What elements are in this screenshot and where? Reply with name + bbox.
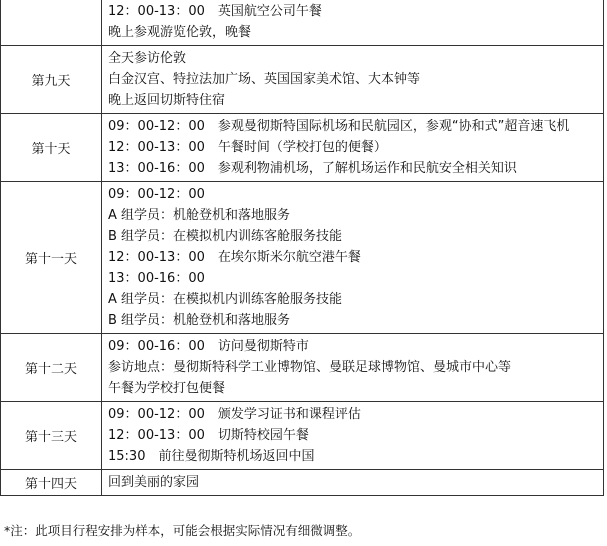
day-content [102,334,604,402]
schedule-line: 回到美丽的家园 [108,475,200,490]
schedule-line: 15:30 前往曼彻斯特机场返回中国 [108,449,315,464]
schedule-line: 晚上参观游览伦敦，晚餐 [108,25,252,40]
schedule-line: 12：00-13：00 切斯特校园午餐 [108,428,309,443]
schedule-line: A 组学员：机舱登机和落地服务 [108,208,291,223]
schedule-line: 13：00-16：00 [108,271,205,286]
table-row [1,46,604,114]
footnote: *注：此项目行程安排为样本，可能会根据实际情况有细微调整。 [4,523,361,538]
schedule-line: 白金汉宫、特拉法加广场、英国国家美术馆、大本钟等 [108,72,421,87]
schedule-line: 09：00-12：00 颁发学习证书和课程评估 [108,407,361,422]
table-row [1,0,604,46]
day-content [102,182,604,334]
day-label: 第十二天 [1,334,102,402]
schedule-line: 全天参访伦敦 [108,51,187,66]
table-row [1,470,604,496]
day-label [1,0,102,46]
schedule-line: 晚上返回切斯特住宿 [108,93,226,108]
day-label: 第十天 [1,114,102,182]
table-row [1,334,604,402]
schedule-line: 09：00-12：00 参观曼彻斯特国际机场和民航园区，参观“协和式”超音速飞机 [108,119,570,134]
table-row [1,402,604,470]
schedule-line: 09：00-16：00 访问曼彻斯特市 [108,339,309,354]
day-content [102,470,604,496]
schedule-line: B 组学员：在模拟机内训练客舱服务技能 [108,229,343,244]
schedule-line: B 组学员：机舱登机和落地服务 [108,313,291,328]
day-label: 第十一天 [1,182,102,334]
schedule-line: 12：00-13：00 在埃尔斯米尔航空港午餐 [108,250,361,265]
schedule-line: 12：00-13：00 午餐时间（学校打包的便餐） [108,140,387,155]
day-content [102,46,604,114]
schedule-line: 13：00-16：00 参观利物浦机场，了解机场运作和民航安全相关知识 [108,161,517,176]
day-content [102,0,604,46]
day-label: 第十三天 [1,402,102,470]
schedule-line: 09：00-12：00 [108,187,205,202]
day-content [102,402,604,470]
schedule-line: 午餐为学校打包便餐 [108,381,226,396]
schedule-line: 12：00-13：00 英国航空公司午餐 [108,4,322,19]
day-label: 第十四天 [1,470,102,496]
schedule-line: A 组学员：在模拟机内训练客舱服务技能 [108,292,343,307]
day-content [102,114,604,182]
table-row [1,182,604,334]
schedule-line: 参访地点：曼彻斯特科学工业博物馆、曼联足球博物馆、曼城市中心等 [108,360,512,375]
day-label: 第九天 [1,46,102,114]
table-row [1,114,604,182]
